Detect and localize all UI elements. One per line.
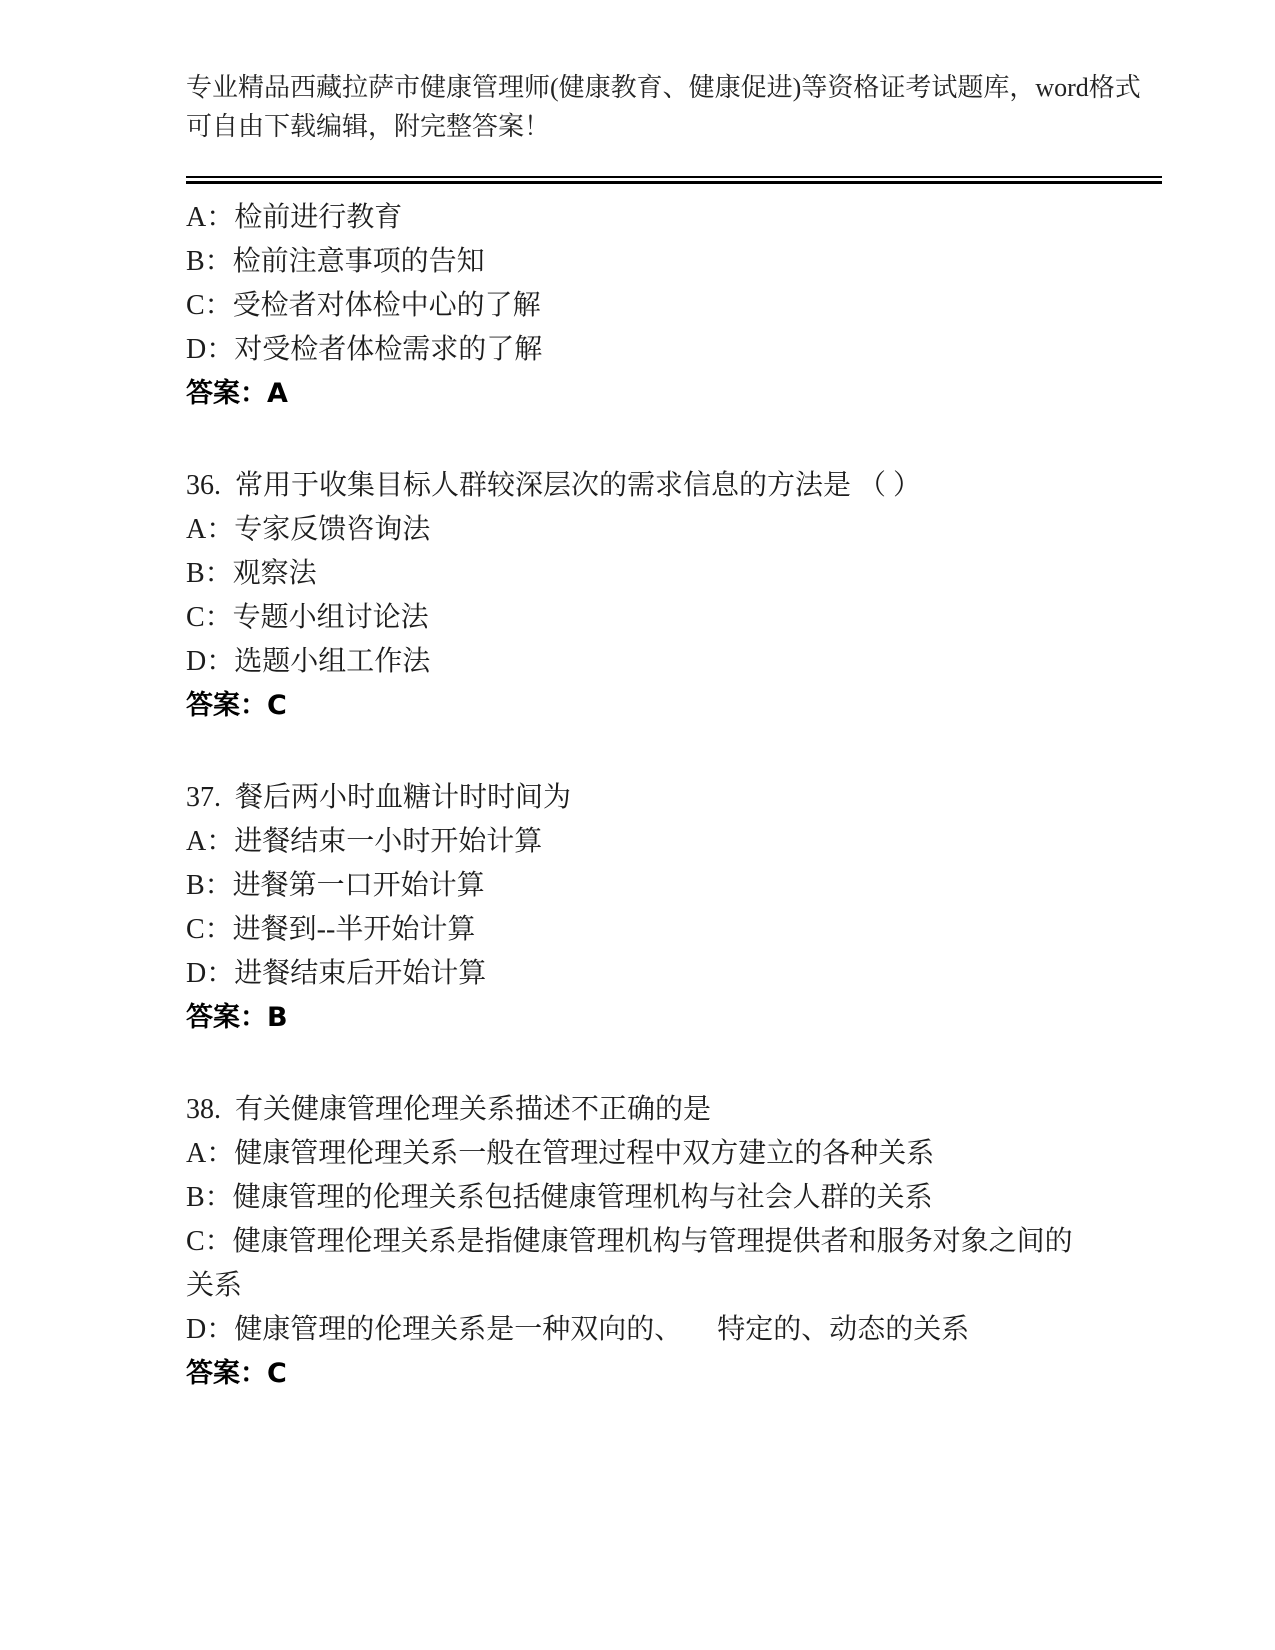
- option-line: A：进餐结束一小时开始计算: [186, 826, 543, 857]
- option-line: B：进餐第一口开始计算: [186, 870, 485, 901]
- document-body: [186, 196, 1162, 1396]
- page-header: [186, 68, 1162, 184]
- question-block-37: [186, 776, 1086, 1040]
- question-stem: 36. 常用于收集目标人群较深层次的需求信息的方法是 （ ）: [186, 470, 922, 501]
- answer-line: 答案：B: [186, 1002, 288, 1033]
- question-block-35-options: [186, 196, 1086, 416]
- option-line: C：专题小组讨论法: [186, 602, 429, 633]
- option-line: B：健康管理的伦理关系包括健康管理机构与社会人群的关系: [186, 1182, 933, 1213]
- option-line: D：进餐结束后开始计算: [186, 958, 487, 989]
- question-block-36: [186, 464, 1086, 728]
- header-divider: [186, 176, 1162, 184]
- answer-line: 答案：C: [186, 690, 287, 721]
- option-line: D：对受检者体检需求的了解: [186, 334, 543, 365]
- answer-line: 答案：C: [186, 1358, 287, 1389]
- option-line: C：受检者对体检中心的了解: [186, 290, 541, 321]
- document-page: [186, 0, 1162, 1396]
- answer-line: 答案：A: [186, 378, 288, 409]
- option-line: A：健康管理伦理关系一般在管理过程中双方建立的各种关系: [186, 1138, 935, 1169]
- option-line: B：观察法: [186, 558, 317, 589]
- option-line: B：检前注意事项的告知: [186, 246, 485, 277]
- option-line: D：健康管理的伦理关系是一种双向的、 特定的、动态的关系: [186, 1314, 970, 1345]
- question-block-38: [186, 1088, 1086, 1396]
- option-line: C：进餐到--半开始计算: [186, 914, 476, 945]
- question-stem: 37. 餐后两小时血糖计时时间为: [186, 782, 572, 813]
- option-line: A：检前进行教育: [186, 202, 403, 233]
- option-line: D：选题小组工作法: [186, 646, 431, 677]
- question-stem: 38. 有关健康管理伦理关系描述不正确的是: [186, 1094, 712, 1125]
- header-text: 专业精品西藏拉萨市健康管理师(健康教育、健康促进)等资格证考试题库，word格式可自由下载编辑，附完整答案！: [186, 73, 1141, 141]
- option-line: C：健康管理伦理关系是指健康管理机构与管理提供者和服务对象之间的关系: [186, 1226, 1073, 1301]
- option-line: A：专家反馈咨询法: [186, 514, 431, 545]
